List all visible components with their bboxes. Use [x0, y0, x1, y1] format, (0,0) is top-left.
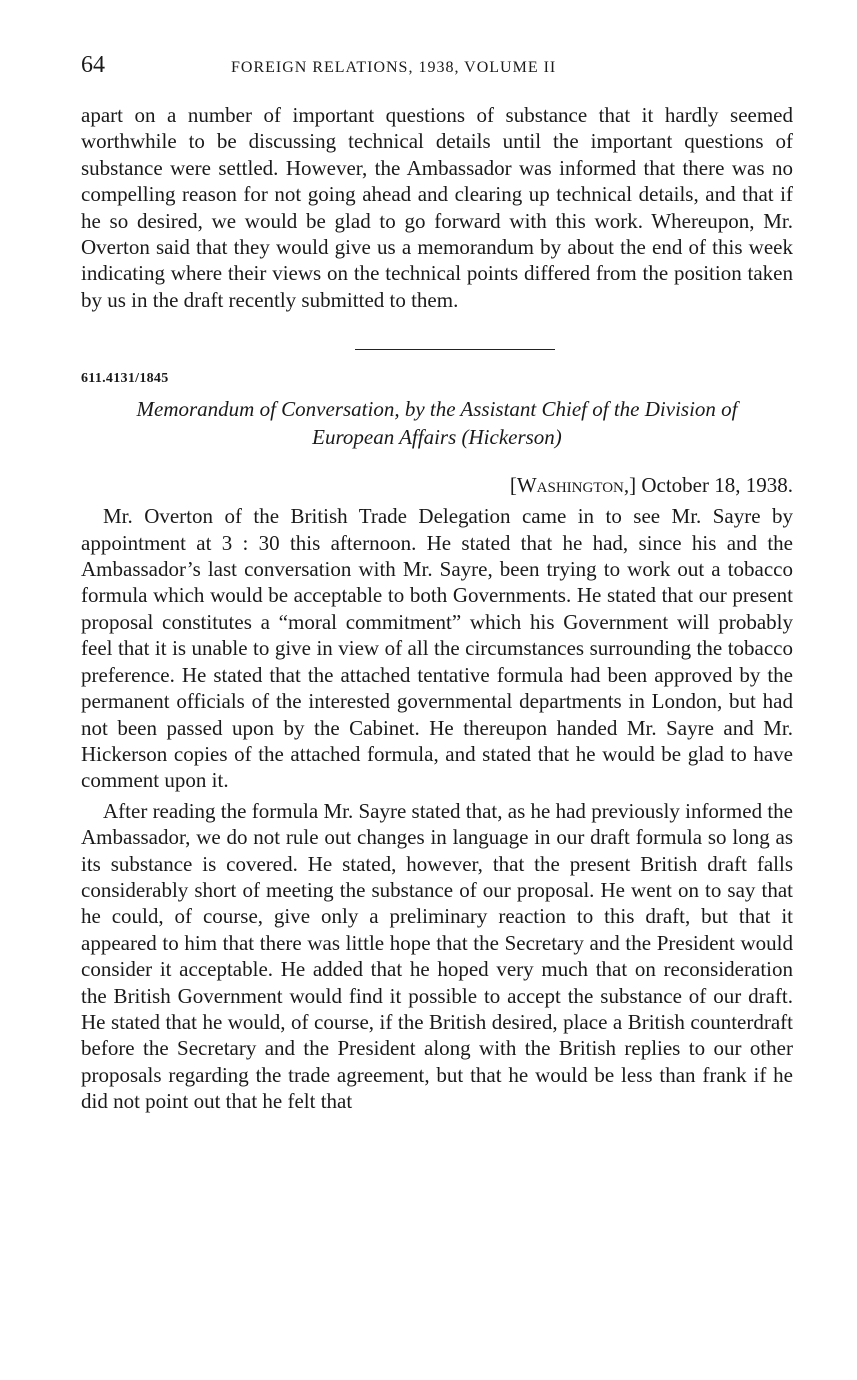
- page-number: 64: [81, 52, 105, 78]
- dateline: [81, 471, 793, 499]
- page-header: [81, 50, 793, 90]
- dateline-place: [Washington,]: [509, 473, 637, 498]
- dateline-date: October 18, 1938.: [641, 473, 793, 498]
- file-number: 611.4131/1845: [81, 371, 169, 387]
- section-divider: [355, 349, 555, 350]
- body-paragraph: After reading the formula Mr. Sayre stated that, as he had previously informed the Ambassador, we do not rule out changes in language in our draft formula so long as its substance is covered. He stated, however, that the present British draft falls considerably short of meeting the substance of our proposal. He went on to say that he could, of course, give only a preliminary reaction to this draft, but that it appeared to him that there was little hope that the Secretary and the President would consider it acceptable. He added that he hoped very much that on reconsideration the British Government would find it possible to accept the substance of our draft. He stated that he would, of course, if the British desired, place a British counterdraft before the Secretary and the President along with the British replies to our other proposals regarding the trade agreement, but that he would be less than frank if he did not point out that he felt that: [81, 798, 793, 1114]
- continuation-paragraph: apart on a number of important questions of substance that it hardly seemed worthwhile to be discussing technical details until the important questions of substance were settled. However, the Ambassador was informed that there was no compelling reason for not going ahead and clearing up technical details, and that if he so desired, we would be glad to go forward with this work. Whereupon, Mr. Overton said that they would give us a memorandum by about the end of this week indicating where their views on the technical points differed from the position taken by us in the draft recently submitted to them.: [81, 103, 793, 312]
- document-page: [81, 50, 793, 1115]
- running-head: FOREIGN RELATIONS, 1938, VOLUME II: [231, 59, 557, 76]
- memo-title: Memorandum of Conversation, by the Assistant Chief of the Division of European Affairs (Hickerson): [136, 397, 738, 450]
- body-paragraph: Mr. Overton of the British Trade Delegation came in to see Mr. Sayre by appointment at 3 : 30 this afternoon. He stated that he had, since his and the Ambassador’s last conversation with Mr. Sayre, been trying to work out a tobacco formula which would be acceptable to both Governments. He stated that our present proposal constitutes a “moral commitment” which his Government will probably feel that it is unable to give in view of all the circumstances surrounding the tobacco preference. He stated that the attached tentative formula had been approved by the permanent officials of the interested governmental departments in London, but had not been passed upon by the Cabinet. He thereupon handed Mr. Sayre and Mr. Hickerson copies of the attached formula, and stated that he would be glad to have comment upon it.: [81, 504, 793, 793]
